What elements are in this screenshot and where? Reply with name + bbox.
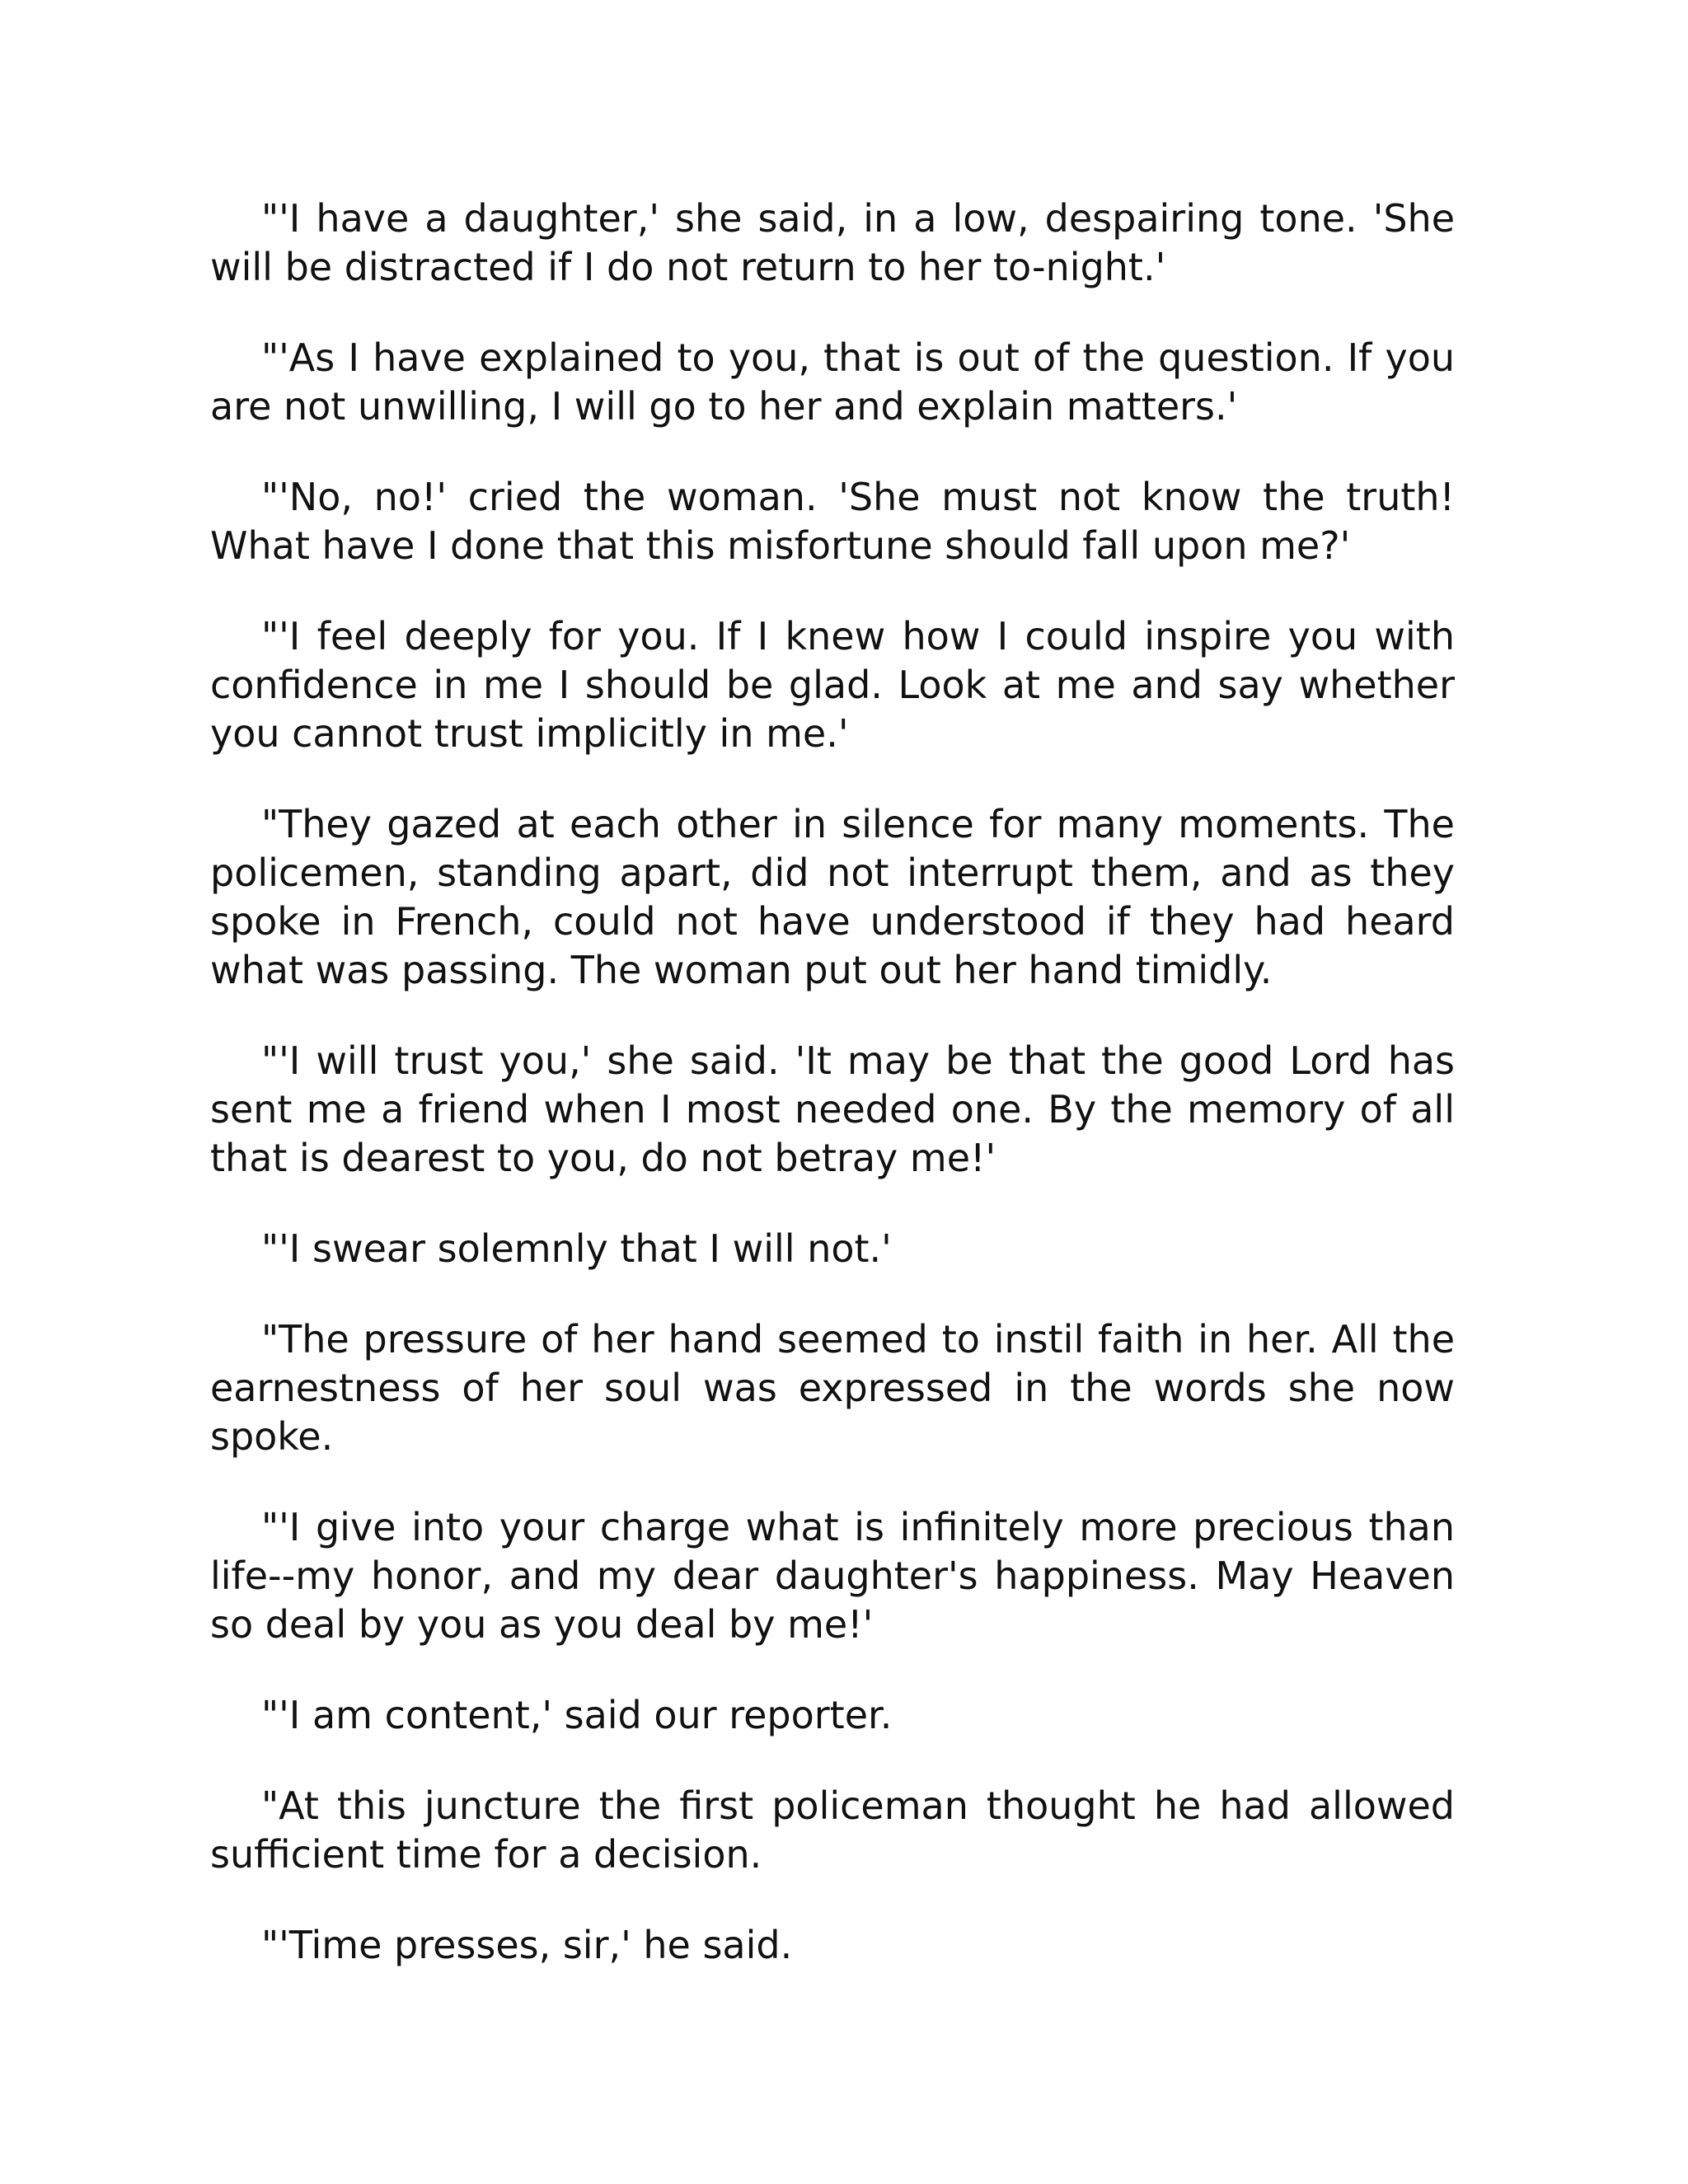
paragraph: "At this juncture the first policeman thought he had allowed sufficient time for a decision. — [210, 1783, 1455, 1877]
paragraph: "'As I have explained to you, that is out of the question. If you are not unwilling, I will go to her and explain matters.' — [210, 335, 1455, 429]
paragraph: "The pressure of her hand seemed to instil faith in her. All the earnestness of her soul was expressed in the words she now spoke. — [210, 1317, 1455, 1459]
paragraph: "'I will trust you,' she said. 'It may be that the good Lord has sent me a friend when I most needed one. By the memory of all that is dearest to you, do not betray me!' — [210, 1038, 1455, 1180]
paragraph: "'I swear solemnly that I will not.' — [261, 1226, 892, 1271]
paragraph: "'No, no!' cried the woman. 'She must not know the truth! What have I done that this misfortune should fall upon me?' — [210, 475, 1455, 568]
paragraph: "They gazed at each other in silence for many moments. The policemen, standing apart, did not interrupt them, and as they spoke in French, could not have understood if they had heard what was passing. The woman put out her hand timidly. — [210, 802, 1455, 992]
paragraph: "'I have a daughter,' she said, in a low, despairing tone. 'She will be distracted if I do not return to her to-night.' — [210, 196, 1455, 289]
body-text — [210, 194, 1455, 2012]
paragraph: "'I am content,' said our reporter. — [261, 1693, 893, 1737]
paragraph: "'I give into your charge what is infinitely more precious than life--my honor, and my dear daughter's happiness. May Heaven so deal by you as you deal by me!' — [210, 1505, 1455, 1647]
paragraph: "'I feel deeply for you. If I knew how I could inspire you with confidence in me I should be glad. Look at me and say whether you cannot trust implicitly in me.' — [210, 614, 1455, 756]
paragraph: "'Time presses, sir,' he said. — [261, 1923, 793, 1967]
